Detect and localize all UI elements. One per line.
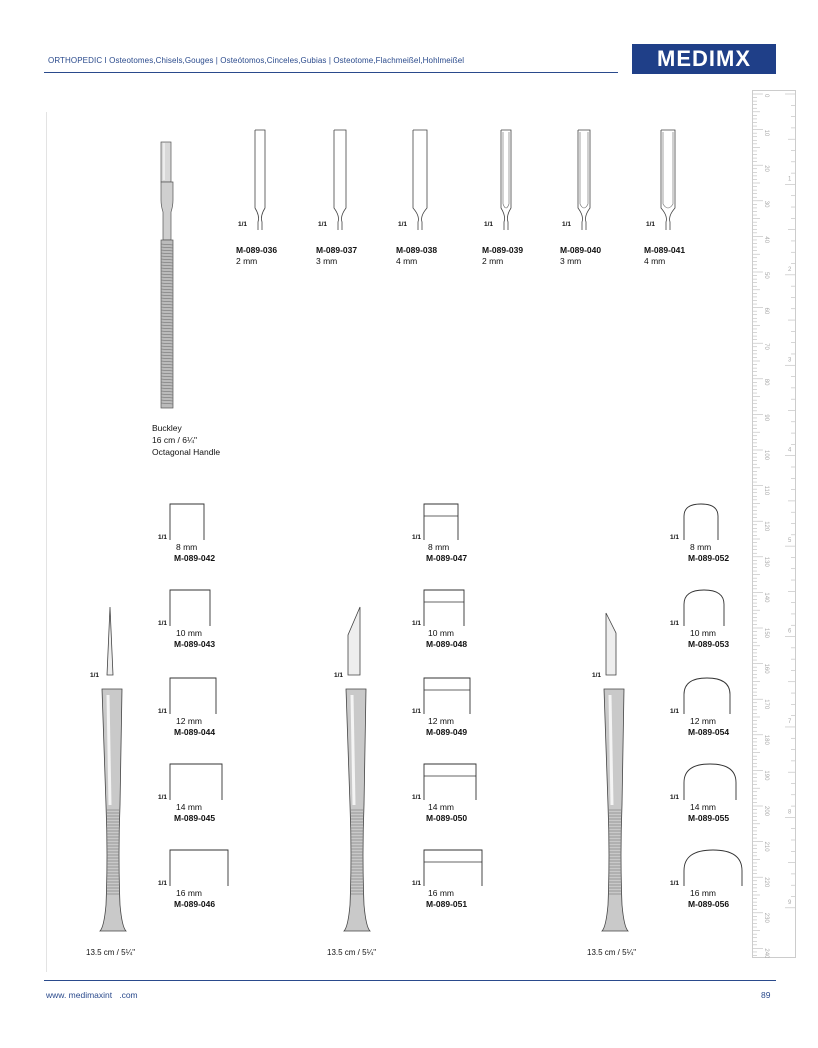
- osteotome-tip-illustration: [248, 126, 278, 236]
- ruler-cm-label: 50: [763, 272, 769, 279]
- product-code: M-089-040: [560, 245, 602, 255]
- osteotome-instrument-illustration: [96, 605, 132, 935]
- scale-label: 1/1: [484, 221, 494, 228]
- osteotome-tip-illustration: [328, 126, 358, 236]
- blade-width: 10 mm: [176, 628, 202, 638]
- scale-label: 1/1: [670, 708, 680, 715]
- ruler-cm-label: 200: [763, 806, 769, 817]
- product-code: M-089-036: [236, 245, 278, 255]
- blade-width: 8 mm: [690, 542, 712, 552]
- gouge-blade-profile: [682, 848, 744, 888]
- ruler-inch-label: 6: [788, 628, 792, 635]
- osteotome-blade-profile: [168, 762, 224, 802]
- scale-label: 1/1: [158, 708, 168, 715]
- tip-size: 2 mm: [236, 256, 258, 266]
- buckley-handle-type: Octagonal Handle: [152, 447, 221, 457]
- gouge-blade-profile: [682, 588, 726, 628]
- blade-width: 8 mm: [428, 542, 450, 552]
- ruler-cm-label: 160: [763, 663, 769, 674]
- product-code: M-089-047: [426, 553, 468, 563]
- blade-width: 16 mm: [690, 888, 716, 898]
- page-number: 89: [761, 990, 771, 1000]
- scale-label: 1/1: [670, 794, 680, 801]
- ruler-cm-label: 70: [763, 343, 769, 350]
- blade-width: 12 mm: [690, 716, 716, 726]
- header-rule: [44, 72, 618, 73]
- osteotome-blade-profile: [168, 676, 218, 716]
- product-code: M-089-053: [688, 639, 730, 649]
- chisel-blade-profile: [422, 848, 484, 888]
- scale-label: 1/1: [334, 672, 344, 679]
- product-code: M-089-046: [174, 899, 216, 909]
- footer-rule: [44, 980, 776, 981]
- scale-label: 1/1: [158, 534, 168, 541]
- instrument-length: 13.5 cm / 5¼": [327, 948, 377, 957]
- header-category: ORTHOPEDIC I Osteotomes,Chisels,Gouges | Osteótomos,Cinceles,Gubias | Osteotome,Flachmeißel,Hohlmeißel: [48, 56, 465, 65]
- gouge-blade-profile: [682, 762, 738, 802]
- product-code: M-089-044: [174, 727, 216, 737]
- product-code: M-089-042: [174, 553, 216, 563]
- ruler-cm-label: 110: [763, 485, 769, 496]
- ruler-cm-label: 120: [763, 521, 769, 532]
- blade-width: 14 mm: [176, 802, 202, 812]
- gouge-blade-profile: [682, 502, 720, 542]
- ruler-cm-label: 40: [763, 236, 769, 244]
- ruler-cm-label: 220: [763, 877, 769, 888]
- chisel-blade-profile: [422, 762, 478, 802]
- ruler-cm-label: 80: [763, 378, 769, 386]
- scale-label: 1/1: [670, 534, 680, 541]
- osteotome-tip-illustration: [408, 126, 438, 236]
- ruler-inch-label: 5: [788, 538, 792, 545]
- ruler-cm-label: 90: [763, 414, 769, 422]
- tip-size: 3 mm: [316, 256, 338, 266]
- chisel-blade-profile: [422, 588, 466, 628]
- ruler-cm-label: 0: [763, 94, 769, 98]
- chisel-instrument-illustration: [340, 605, 376, 935]
- product-code: M-089-050: [426, 813, 468, 823]
- scale-label: 1/1: [412, 708, 422, 715]
- ruler-cm-label: 190: [763, 770, 769, 781]
- product-code: M-089-056: [688, 899, 730, 909]
- medimax-logo: MEDIMX: [632, 44, 776, 74]
- scale-label: 1/1: [412, 880, 422, 887]
- tip-size: 4 mm: [644, 256, 666, 266]
- tip-size: 4 mm: [396, 256, 418, 266]
- ruler-cm-label: 60: [763, 307, 769, 315]
- scale-label: 1/1: [670, 620, 680, 627]
- scale-label: 1/1: [562, 221, 572, 228]
- product-code: M-089-041: [644, 245, 686, 255]
- buckley-length: 16 cm / 6¼": [152, 435, 198, 445]
- scale-label: 1/1: [670, 880, 680, 887]
- buckley-handle-illustration: [152, 140, 182, 412]
- tip-size: 3 mm: [560, 256, 582, 266]
- osteotome-blade-profile: [168, 588, 212, 628]
- instrument-length: 13.5 cm / 5¼": [86, 948, 136, 957]
- footer-url[interactable]: www. medimaxint .com: [46, 990, 138, 1000]
- ruler-inch-label: 2: [788, 266, 792, 273]
- ruler-cm-label: 20: [763, 165, 769, 172]
- product-code: M-089-045: [174, 813, 216, 823]
- ruler-inch-label: 9: [788, 899, 792, 906]
- product-code: M-089-043: [174, 639, 216, 649]
- gouge-instrument-illustration: [598, 605, 634, 935]
- ruler-cm-label: 100: [763, 450, 769, 461]
- blade-width: 10 mm: [690, 628, 716, 638]
- scale-label: 1/1: [158, 880, 168, 887]
- product-code: M-089-048: [426, 639, 468, 649]
- buckley-name: Buckley: [152, 423, 182, 433]
- osteotome-blade-profile: [168, 848, 230, 888]
- chisel-blade-profile: [422, 676, 472, 716]
- osteotome-blade-profile: [168, 502, 206, 542]
- instrument-length: 13.5 cm / 5¼": [587, 948, 637, 957]
- ruler-cm-label: 130: [763, 556, 769, 567]
- product-code: M-089-049: [426, 727, 468, 737]
- ruler-inch-label: 8: [788, 809, 792, 816]
- product-code: M-089-051: [426, 899, 468, 909]
- ruler-cm-label: 140: [763, 592, 769, 603]
- blade-width: 12 mm: [176, 716, 202, 726]
- gouge-blade-profile: [682, 676, 732, 716]
- blade-width: 14 mm: [690, 802, 716, 812]
- ruler-cm-label: 210: [763, 841, 769, 852]
- product-code: M-089-052: [688, 553, 730, 563]
- scale-label: 1/1: [158, 620, 168, 627]
- blade-width: 10 mm: [428, 628, 454, 638]
- scale-label: 1/1: [412, 794, 422, 801]
- scale-label: 1/1: [592, 672, 602, 679]
- ruler-inch-label: 1: [788, 176, 792, 183]
- scale-label: 1/1: [646, 221, 656, 228]
- blade-width: 8 mm: [176, 542, 198, 552]
- ruler-inch-label: 3: [788, 357, 792, 364]
- scale-label: 1/1: [90, 672, 100, 679]
- scale-label: 1/1: [412, 620, 422, 627]
- gouge-tip-illustration: [572, 126, 602, 236]
- ruler-cm-label: 240: [763, 948, 769, 958]
- scale-label: 1/1: [412, 534, 422, 541]
- product-code: M-089-038: [396, 245, 438, 255]
- ruler-cm-label: 230: [763, 912, 769, 923]
- ruler-cm-label: 170: [763, 699, 769, 710]
- scale-label: 1/1: [158, 794, 168, 801]
- scale-label: 1/1: [318, 221, 328, 228]
- blade-width: 16 mm: [428, 888, 454, 898]
- ruler-cm-label: 180: [763, 734, 769, 745]
- scale-label: 1/1: [398, 221, 408, 228]
- content-frame: [46, 112, 47, 972]
- ruler-inch-label: 4: [788, 447, 792, 454]
- chisel-blade-profile: [422, 502, 460, 542]
- tip-size: 2 mm: [482, 256, 504, 266]
- scale-label: 1/1: [238, 221, 248, 228]
- ruler-cm-label: 30: [763, 200, 769, 208]
- product-code: M-089-039: [482, 245, 524, 255]
- blade-width: 16 mm: [176, 888, 202, 898]
- product-code: M-089-055: [688, 813, 730, 823]
- gouge-tip-illustration: [494, 126, 524, 236]
- buckley-caption: [152, 422, 220, 458]
- ruler-cm-label: 150: [763, 628, 769, 639]
- blade-width: 12 mm: [428, 716, 454, 726]
- gouge-tip-illustration: [656, 126, 686, 236]
- product-code: M-089-054: [688, 727, 730, 737]
- measuring-ruler: [752, 90, 796, 958]
- product-code: M-089-037: [316, 245, 358, 255]
- blade-width: 14 mm: [428, 802, 454, 812]
- ruler-cm-label: 10: [763, 129, 769, 137]
- ruler-inch-label: 7: [788, 718, 792, 725]
